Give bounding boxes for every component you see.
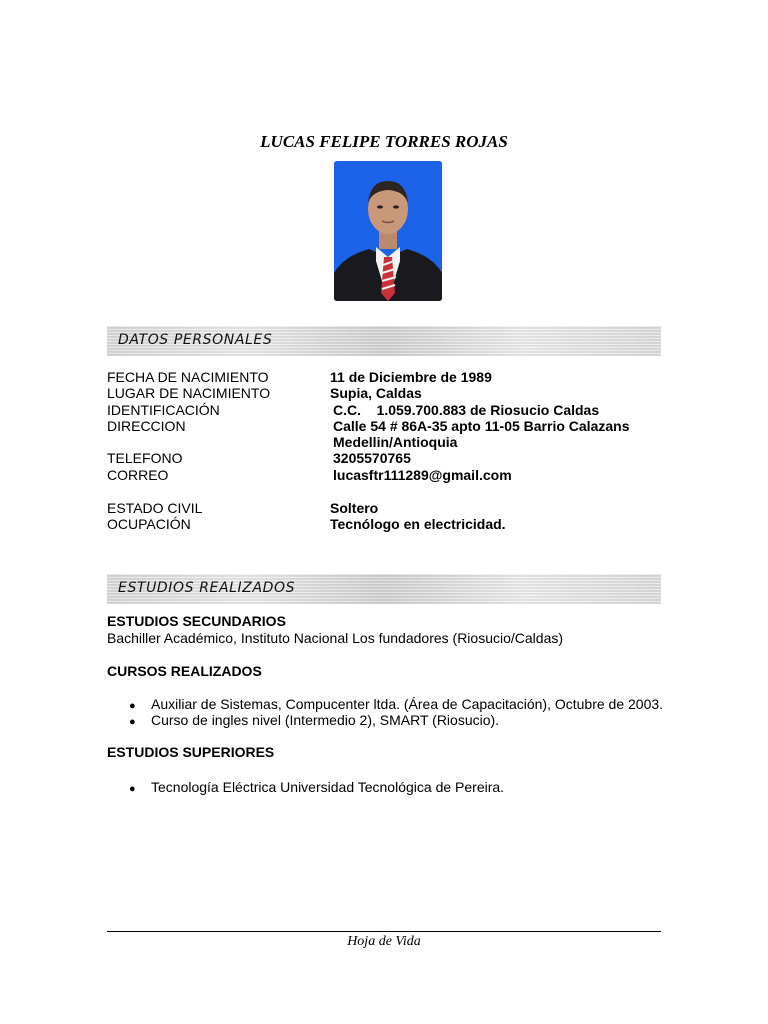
value-address-line2: Medellin/Antioquia xyxy=(333,434,458,450)
course-text: Auxiliar de Sistemas, Compucenter ltda. (Área de Capacitación), Octubre de 2003. xyxy=(151,696,664,712)
value-phone: 3205570765 xyxy=(333,450,411,466)
heading-courses: CURSOS REALIZADOS xyxy=(107,663,262,679)
value-birth-place: Supia, Caldas xyxy=(330,385,422,401)
secondary-studies-text: Bachiller Académico, Instituto Nacional Los fundadores (Riosucio/Caldas) xyxy=(107,630,564,646)
heading-higher-studies: ESTUDIOS SUPERIORES xyxy=(107,744,275,760)
value-occupation: Tecnólogo en electricidad. xyxy=(330,516,506,532)
list-item xyxy=(129,779,504,795)
label-phone: TELEFONO xyxy=(107,450,183,466)
section-band-personal xyxy=(107,326,661,356)
label-identification: IDENTIFICACIÓN xyxy=(107,402,220,418)
course-text: Curso de ingles nivel (Intermedio 2), SMART (Riosucio). xyxy=(151,712,500,728)
label-birth-place: LUGAR DE NACIMIENTO xyxy=(107,385,271,401)
footer-text: Hoja de Vida xyxy=(347,934,421,949)
profile-photo xyxy=(334,161,442,301)
section-title-personal: DATOS PERSONALES xyxy=(118,332,273,348)
label-civil-status: ESTADO CIVIL xyxy=(107,500,203,516)
list-item xyxy=(129,712,499,728)
section-title-studies: ESTUDIOS REALIZADOS xyxy=(118,580,296,596)
label-email: CORREO xyxy=(107,467,169,483)
bullet-icon: ● xyxy=(129,700,136,712)
value-address-line1: Calle 54 # 86A-35 apto 11-05 Barrio Calazans xyxy=(333,418,630,434)
label-occupation: OCUPACIÓN xyxy=(107,516,191,532)
bullet-icon: ● xyxy=(129,783,136,795)
value-identification: C.C. 1.059.700.883 de Riosucio Caldas xyxy=(333,402,600,418)
bullet-icon: ● xyxy=(129,716,136,728)
section-band-studies xyxy=(107,574,661,604)
value-email: lucasftr111289@gmail.com xyxy=(333,467,512,483)
higher-study-text: Tecnología Eléctrica Universidad Tecnológica de Pereira. xyxy=(151,779,505,795)
value-birth-date: 11 de Diciembre de 1989 xyxy=(330,369,492,385)
heading-secondary-studies: ESTUDIOS SECUNDARIOS xyxy=(107,613,286,629)
label-address: DIRECCION xyxy=(107,418,186,434)
value-civil-status: Soltero xyxy=(330,500,379,516)
label-birth-date: FECHA DE NACIMIENTO xyxy=(107,369,269,385)
list-item xyxy=(129,696,663,712)
portrait-image xyxy=(334,161,442,301)
footer-divider xyxy=(107,931,661,932)
resume-name: LUCAS FELIPE TORRES ROJAS xyxy=(260,132,508,151)
